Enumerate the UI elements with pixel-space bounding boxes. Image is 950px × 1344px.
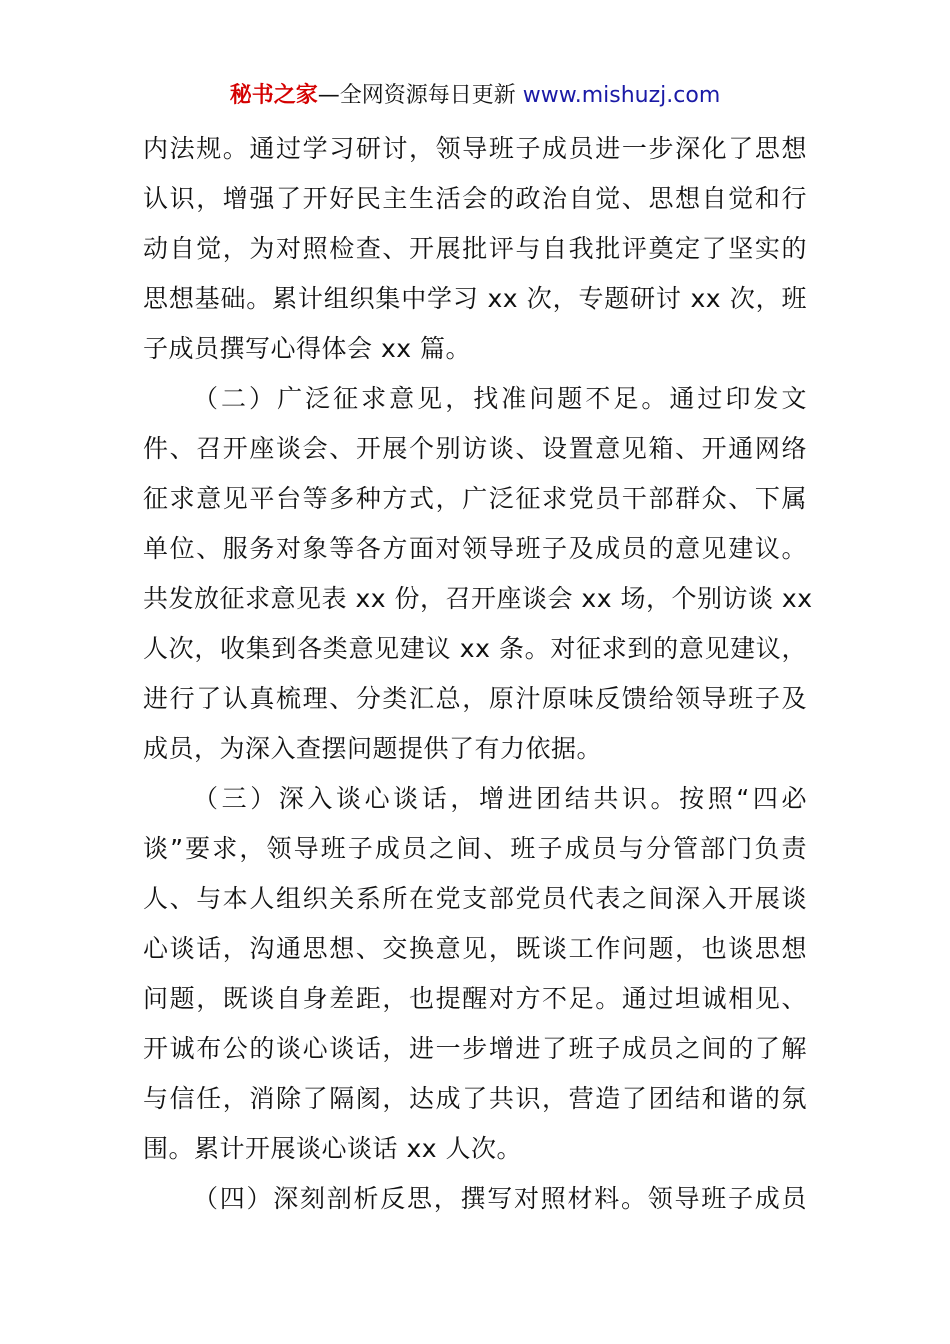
header-slogan: —全网资源每日更新: [317, 83, 516, 108]
text-line: 与信任，消除了隔阂，达成了共识，营造了团结和谐的氛: [143, 1084, 807, 1113]
text-line: 认识，增强了开好民主生活会的政治自觉、思想自觉和行: [143, 184, 807, 213]
text-line: 成员，为深入查摆问题提供了有力依据。: [143, 734, 603, 763]
text-line: 开诚布公的谈心谈话，进一步增进了班子成员之间的了解: [143, 1034, 807, 1063]
text-line: 人次，收集到各类意见建议 xx 条。对征求到的意见建议，: [143, 634, 807, 663]
text-line: 围。累计开展谈心谈话 xx 人次。: [143, 1134, 522, 1163]
text-line: 子成员撰写心得体会 xx 篇。: [143, 334, 471, 363]
text-line: 思想基础。累计组织集中学习 xx 次，专题研讨 xx 次，班: [143, 284, 807, 313]
text-line: 心谈话，沟通思想、交换意见，既谈工作问题，也谈思想: [143, 934, 807, 963]
text-line: 单位、服务对象等各方面对领导班子及成员的意见建议。: [143, 534, 807, 563]
brand-name: 秘书之家: [229, 83, 318, 108]
text-line: 问题，既谈自身差距，也提醒对方不足。通过坦诚相见、: [143, 984, 807, 1013]
text-line: 进行了认真梳理、分类汇总，原汁原味反馈给领导班子及: [143, 684, 807, 713]
text-line: 内法规。通过学习研讨，领导班子成员进一步深化了思想: [143, 134, 807, 163]
section-heading-line: （三）深入谈心谈话，增进团结共识。按照“四必: [193, 784, 807, 813]
section-heading-line: （四）深刻剖析反思，撰写对照材料。领导班子成员: [193, 1184, 807, 1213]
section-heading-line: （二）广泛征求意见，找准问题不足。通过印发文: [193, 384, 807, 413]
text-line: 征求意见平台等多种方式，广泛征求党员干部群众、下属: [143, 484, 807, 513]
text-line: 件、召开座谈会、开展个别访谈、设置意见箱、开通网络: [143, 434, 807, 463]
document-body: [143, 124, 813, 1224]
text-line: 共发放征求意见表 xx 份，召开座谈会 xx 场，个别访谈 xx: [143, 584, 813, 613]
text-line: 人、与本人组织关系所在党支部党员代表之间深入开展谈: [143, 884, 807, 913]
text-line: 动自觉，为对照检查、开展批评与自我批评奠定了坚实的: [143, 234, 807, 263]
site-header: [0, 80, 950, 112]
site-url-link[interactable]: www.mishuzj.com: [522, 83, 721, 108]
text-line: 谈”要求，领导班子成员之间、班子成员与分管部门负责: [143, 834, 807, 863]
